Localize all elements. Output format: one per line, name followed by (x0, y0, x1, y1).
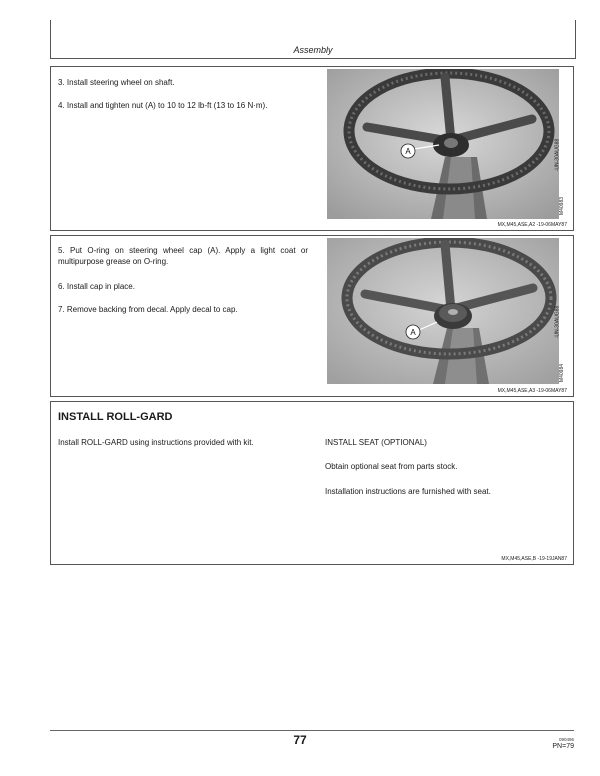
header-frame (50, 20, 576, 59)
side-code-bottom: M40984 (559, 363, 566, 383)
figure-code: MX,M45,ASE,A3 -19-06MAY87 (497, 388, 567, 394)
roll-gard-instructions: Install ROLL-GARD using instructions provided with kit. (58, 438, 254, 447)
step-4-text: 4. Install and tighten nut (A) to 10 to 12 lb-ft (13 to 16 N·m). (58, 101, 268, 110)
section-title: Assembly (293, 45, 333, 55)
seat-paragraph-1: Obtain optional seat from parts stock. (325, 462, 458, 471)
seat-paragraph-2: Installation instructions are furnished with seat. (325, 487, 491, 496)
figure-code: MX,M45,ASE,A2 -19-06MAY87 (497, 222, 567, 228)
steering-wheel-photo (327, 69, 559, 219)
page-number: 77 (293, 733, 307, 747)
side-code-top: -UN-30AUG88 (554, 305, 561, 339)
install-roll-gard-heading: INSTALL ROLL-GARD (58, 411, 173, 423)
figure-code: MX,M45,ASE,B -19-19JAN87 (501, 556, 567, 562)
wheel-cap-illustration (327, 238, 559, 384)
side-code-bottom: M40983 (559, 196, 566, 216)
step-block-wheel-cap (50, 235, 574, 397)
footer-code: 090496 (558, 737, 574, 742)
callout-a-label: A (405, 147, 411, 156)
footer-divider (50, 730, 574, 731)
step-7-text: 7. Remove backing from decal. Apply decal to cap. (58, 305, 238, 314)
step-6-text: 6. Install cap in place. (58, 282, 135, 291)
step-3-text: 3. Install steering wheel on shaft. (58, 78, 175, 87)
install-roll-gard-block (50, 401, 574, 565)
steering-wheel-illustration (327, 69, 559, 219)
step-5-text: 5. Put O-ring on steering wheel cap (A). Apply a light coat or multipurpose grease on O-ring. (58, 246, 308, 266)
install-seat-heading: INSTALL SEAT (OPTIONAL) (325, 438, 427, 447)
side-code-top: -UN-30AUG88 (554, 138, 561, 172)
step-block-steering-wheel (50, 66, 574, 231)
callout-a-label: A (410, 328, 416, 337)
footer-pn: PN=79 (552, 743, 574, 750)
wheel-cap-photo (327, 238, 559, 384)
